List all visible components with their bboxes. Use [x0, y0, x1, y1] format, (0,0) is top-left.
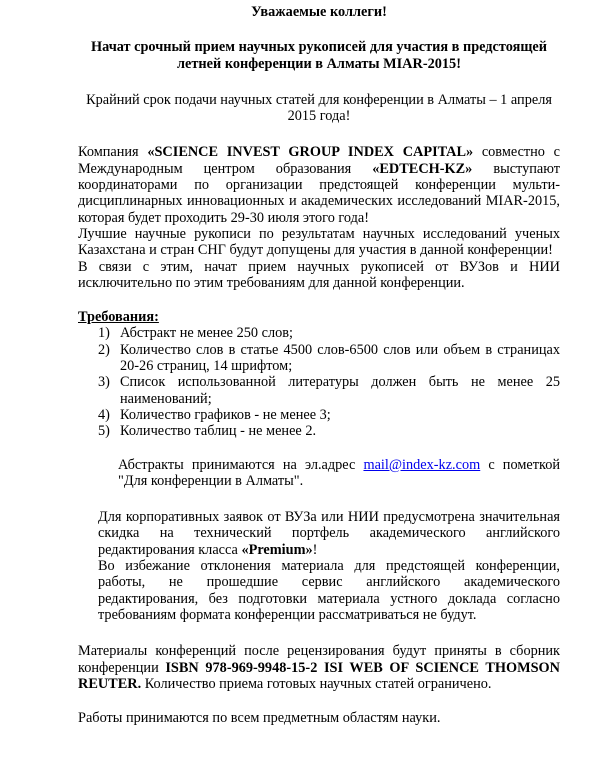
requirement-number: 4) [98, 406, 110, 423]
requirement-number: 3) [98, 374, 110, 391]
requirements-heading: Требования: [78, 309, 159, 326]
materials-paragraph [78, 643, 560, 692]
greeting-title: Уважаемые коллеги! [251, 4, 387, 20]
requirement-text: Количество графиков - не менее 3; [120, 406, 331, 423]
requirement-number: 2) [98, 341, 110, 358]
corporate-paragraph-1 [98, 509, 560, 558]
deadline-notice: Крайний срок подачи научных статей для конференции в Алматы – 1 апреля 2015 года! [86, 91, 552, 125]
company-name: «SCIENCE INVEST GROUP INDEX CAPITAL» [147, 144, 474, 161]
email-note-before: Абстракты принимаются на эл.адрес [118, 456, 364, 473]
intro-paragraph-3: В связи с этим, начат прием научных рукописей от ВУЗов и НИИ исключительно по этим требованиям для данной конференции. [78, 258, 560, 291]
intro-paragraph-1 [78, 144, 560, 225]
email-note-after: с пометкой "Для конференции в Алматы". [118, 456, 560, 489]
requirement-item [98, 407, 560, 423]
intro-text-b: совместно с Международным центром образования [78, 144, 560, 177]
email-link[interactable]: mail@index-kz.com [363, 456, 481, 473]
corporate-text-a: Для корпоративных заявок от ВУЗа или НИИ предусмотрена значительная скидка на технический портфель академического английского редактирования класса [98, 509, 560, 558]
intro-text-a: Компания [78, 144, 148, 161]
requirement-number: 1) [98, 325, 110, 342]
materials-text-b: Количество приема готовых научных статей ограничено. [141, 675, 492, 692]
intro-text-c: выступают координаторами по организации предстоящей конференции мульти-дисциплинарных инновационных и академических исследований MIAR-2015, которая будет проходить 29-30 июля этого года! [78, 160, 560, 226]
requirement-text: Количество слов в статье 4500 слов-6500 слов или объем в страницах 20-26 страниц, 14 шрифтом; [120, 341, 560, 375]
requirement-text: Количество таблиц - не менее 2. [120, 423, 317, 440]
premium-label: «Premium» [241, 541, 313, 558]
intro-paragraph-2: Лучшие научные рукописи по результатам научных исследований ученых Казахстана и стран СНГ будут допущены для участия в данной конференции! [78, 225, 560, 259]
materials-text-a: Материалы конференций после рецензирования будут приняты в сборник конференции [78, 643, 560, 676]
corporate-text-b: ! [312, 541, 318, 558]
requirement-item [98, 342, 560, 375]
requirement-item [98, 374, 560, 407]
announcement-subtitle: Начат срочный прием научных рукописей для участия в предстоящей летней конференции в Алматы MIAR-2015! [91, 39, 547, 72]
isbn-info: ISBN 978-969-9948-15-2 ISI WEB OF SCIENCE THOMSON REUTER. [78, 659, 560, 692]
requirements-list [78, 325, 560, 439]
corporate-paragraph-2: Во избежание отклонения материала для предстоящей конференции, работы, не прошедшие сервис английского академического редактирования, без подготовки материала устного доклада согласно требованиям формата конференции рассматриваться не будут. [98, 558, 560, 623]
requirement-item [98, 423, 560, 439]
requirement-number: 5) [98, 423, 110, 440]
requirement-item [98, 325, 560, 341]
requirement-text: Абстракт не менее 250 слов; [120, 325, 293, 342]
intro-section [78, 144, 560, 291]
email-note [118, 457, 560, 490]
corporate-section [98, 509, 560, 623]
edtech-name: «EDTECH-KZ» [372, 160, 473, 177]
final-note: Работы принимаются по всем предметным областям науки. [78, 710, 441, 727]
requirement-text: Список использованной литературы должен быть не менее 25 наименований; [120, 374, 560, 407]
